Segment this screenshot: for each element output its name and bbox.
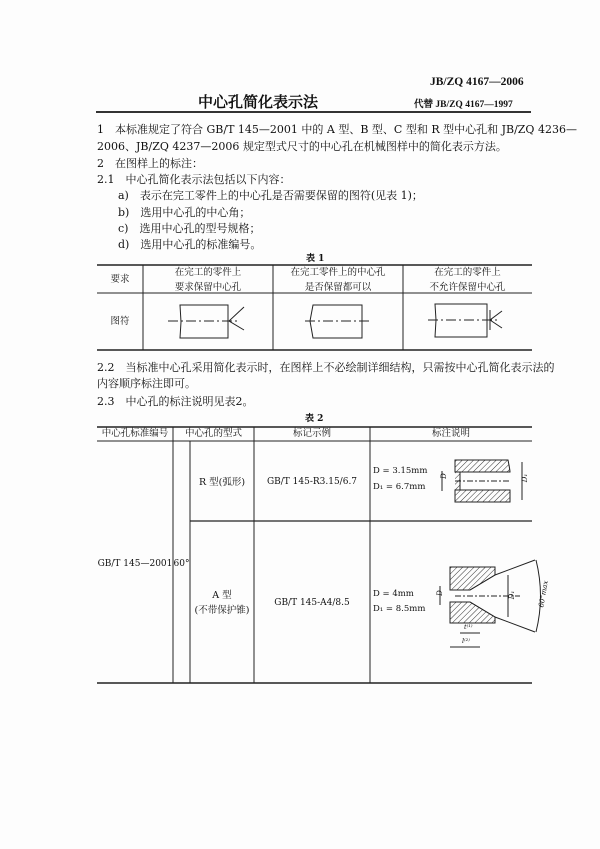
para-2-2-cont: 内容顺序标注即可。 — [97, 377, 196, 390]
para-2-3: 2.3 中心孔的标注说明见表2。 — [97, 395, 254, 408]
fig-label-d: D — [435, 590, 444, 596]
dimension-d: D = 4mm — [373, 589, 414, 599]
header-line: 不允许保留中心孔 — [429, 282, 506, 293]
table2-caption: 表 2 — [305, 414, 324, 424]
fig-label-d: D — [439, 473, 448, 479]
table1-row-label: 图符 — [110, 316, 130, 327]
list-item: c) 选用中心孔的型号规格； — [118, 222, 261, 235]
header-line: 是否保留都可以 — [304, 282, 372, 293]
header-line: 在完工的零件上 — [434, 267, 501, 278]
replaces-code: 代替 JB/ZQ 4167—1997 — [414, 100, 513, 110]
para-2-2: 2.2 当标准中心孔采用简化表示时，在图样上不必绘制详细结构，只需按中心孔简化表示法的 — [97, 361, 555, 374]
standard-number: GB/T 145—2001 — [97, 559, 173, 569]
optional-center-hole-symbol — [305, 305, 370, 338]
standard-code: JB/ZQ 4167—2006 — [430, 76, 524, 88]
dimension-d: D = 3.15mm — [373, 466, 428, 476]
table2-header: 标记示例 — [292, 428, 331, 439]
marking-example: GB/T 145-R3.15/6.7 — [266, 477, 358, 487]
header-line: 在完工零件上的中心孔 — [290, 267, 386, 278]
dimension-d1: D₁ = 8.5mm — [373, 604, 426, 614]
retain-center-hole-symbol — [168, 305, 244, 338]
header-line: 要求保留中心孔 — [174, 282, 242, 293]
para-2-1: 2.1 中心孔简化表示法包括以下内容： — [97, 173, 291, 186]
dimension-d1: D₁ = 6.7mm — [373, 482, 426, 492]
para-1-cont: 2006、JB/ZQ 4237—2006 规定型式尺寸的中心孔在机械图样中的简化表示方法。 — [97, 140, 507, 153]
table2-header: 中心孔标准编号 — [101, 428, 169, 439]
fig-label-d1: D₁ — [521, 473, 530, 483]
list-item: a) 表示在完工零件上的中心孔是否需要保留的图符(见表 1)； — [118, 189, 423, 202]
table1-header-cell — [273, 265, 403, 295]
a-type-hole-figure — [440, 560, 541, 647]
fig-label-t1: t⁽¹⁾ — [464, 623, 473, 631]
page-title: 中心孔简化表示法 — [198, 93, 319, 111]
r-type-hole-figure — [439, 460, 522, 502]
table1-header-cell — [143, 265, 273, 295]
header-line: 在完工的零件上 — [174, 267, 242, 278]
marking-example: GB/T 145-A4/8.5 — [274, 598, 350, 608]
type-line: A 型 — [212, 590, 232, 601]
fig-label-d1: D₁ — [508, 590, 517, 600]
table1-caption: 表 1 — [306, 254, 325, 264]
table2-header: 中心孔的型式 — [184, 428, 242, 439]
table1-row-label: 要求 — [110, 274, 130, 285]
table1-header-cell — [403, 265, 532, 295]
list-item: b) 选用中心孔的中心角； — [118, 206, 251, 219]
hole-type: R 型(弧形) — [198, 477, 246, 488]
table2-header: 标注说明 — [431, 428, 470, 439]
fig-label-angle: 60°max — [537, 579, 550, 609]
no-center-hole-symbol — [428, 304, 502, 337]
type-line: (不带保护锥) — [194, 605, 250, 616]
list-item: d) 选用中心孔的标准编号。 — [118, 238, 262, 251]
hole-type — [190, 588, 254, 618]
center-angle: 60° — [173, 559, 190, 569]
para-2: 2 在图样上的标注： — [97, 157, 203, 170]
fig-label-t2: l⁽²⁾ — [462, 637, 470, 645]
para-1: 1 本标准规定了符合 GB/T 145—2001 中的 A 型、B 型、C 型和 R 型中心孔和 JB/ZQ 4236— — [97, 123, 577, 136]
